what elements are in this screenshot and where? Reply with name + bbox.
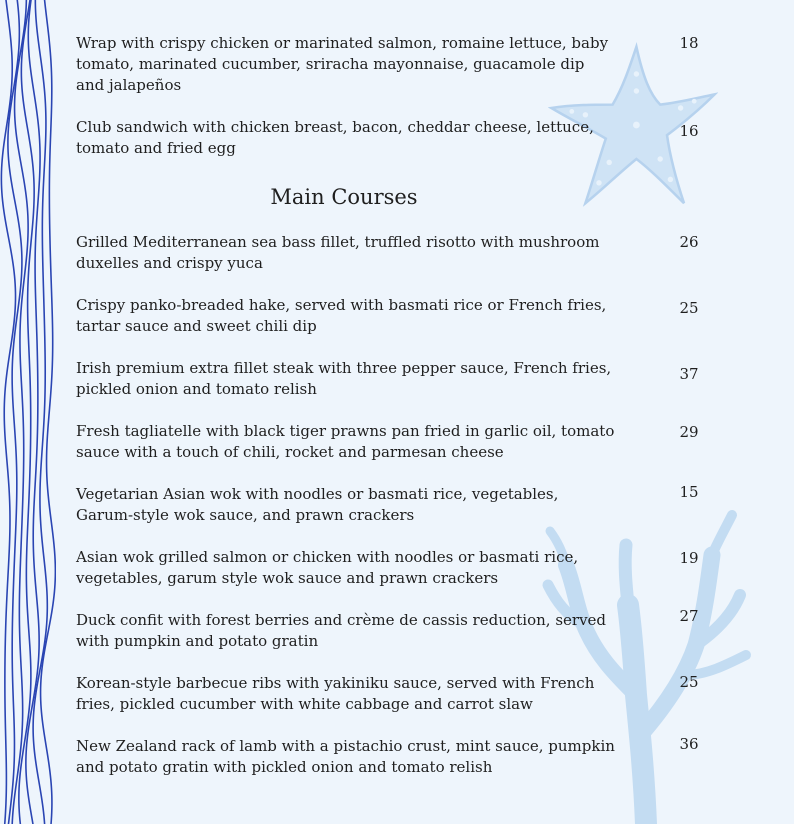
menu-item-price: 16: [679, 122, 699, 140]
menu-item-description: Wrap with crispy chicken or marinated salmon, romaine lettuce, baby tomato, marinated cucumber, sriracha mayonnaise, guacamole dip and jalapeños: [76, 34, 609, 94]
menu-item-price: 26: [679, 233, 699, 251]
menu-item-description: New Zealand rack of lamb with a pistachio crust, mint sauce, pumpkin and potato gratin with pickled onion and tomato relish: [76, 737, 615, 776]
wave-line: [12, 0, 28, 824]
menu-item-description: Crispy panko-breaded hake, served with basmati rice or French fries, tartar sauce and sweet chili dip: [76, 296, 607, 335]
menu-item-price: 18: [679, 34, 699, 52]
menu-item-price: 25: [679, 673, 699, 691]
wave-line: [19, 0, 34, 824]
menu-item-description: Fresh tagliatelle with black tiger prawns pan fried in garlic oil, tomato sauce with a touch of chili, rocket and parmesan cheese: [76, 422, 615, 461]
menu-item-price: 37: [679, 365, 699, 383]
wave-line: [41, 0, 56, 824]
menu-item-description: Asian wok grilled salmon or chicken with noodles or basmati rice, vegetables, garum style wok sauce and prawn crackers: [76, 548, 579, 587]
menu-item-description: Club sandwich with chicken breast, bacon, cheddar cheese, lettuce, tomato and fried egg: [76, 118, 594, 157]
menu-item-description: Duck confit with forest berries and crème de cassis reduction, served with pumpkin and potato gratin: [76, 611, 607, 650]
menu-item-description: Irish premium extra fillet steak with three pepper sauce, French fries, pickled onion and tomato relish: [76, 359, 612, 398]
menu-item-description: Vegetarian Asian wok with noodles or basmati rice, vegetables, Garum-style wok sauce, and prawn crackers: [76, 485, 559, 524]
wave-line: [26, 0, 40, 824]
menu-item-description: Grilled Mediterranean sea bass fillet, truffled risotto with mushroom duxelles and crispy yuca: [76, 233, 600, 272]
menu-item-price: 15: [679, 483, 699, 501]
wave-border-decoration: [0, 0, 56, 824]
menu-item-price: 27: [679, 607, 699, 625]
menu-item-price: 29: [679, 423, 699, 441]
menu-item-description: Korean-style barbecue ribs with yakiniku sauce, served with French fries, pickled cucumber with white cabbage and carrot slaw: [76, 674, 595, 713]
menu-item-price: 25: [679, 299, 699, 317]
menu-item-price: 19: [679, 549, 699, 567]
section-title-main-courses: Main Courses: [270, 185, 418, 209]
menu-item-price: 36: [679, 735, 699, 753]
